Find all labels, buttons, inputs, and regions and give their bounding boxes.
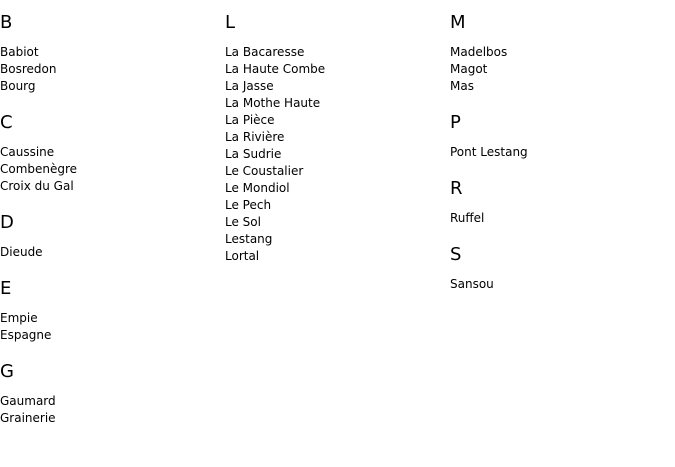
letter-group — [225, 11, 445, 265]
place-link[interactable]: Magot — [450, 62, 488, 76]
entry-list — [0, 44, 220, 95]
entry-list — [450, 144, 670, 161]
letter-group — [0, 211, 220, 261]
place-link[interactable]: La Mothe Haute — [225, 96, 321, 110]
place-link[interactable]: Espagne — [0, 328, 52, 342]
letter-heading: C — [0, 112, 13, 133]
letter-group — [450, 111, 670, 161]
entry-list — [0, 144, 220, 195]
entry-list — [450, 210, 670, 227]
letter-heading: L — [225, 12, 236, 33]
place-link[interactable]: Madelbos — [450, 45, 508, 59]
place-link[interactable]: Lortal — [225, 249, 260, 263]
index-column — [0, 11, 220, 443]
place-link[interactable]: Caussine — [0, 145, 55, 159]
place-link[interactable]: La Bacaresse — [225, 45, 305, 59]
entry-list — [450, 44, 670, 95]
place-link[interactable]: Gaumard — [0, 394, 56, 408]
place-link[interactable]: Bourg — [0, 79, 36, 93]
letter-group — [450, 177, 670, 227]
place-link[interactable]: Croix du Gal — [0, 179, 74, 193]
place-link[interactable]: La Sudrie — [225, 147, 282, 161]
place-link[interactable]: Le Coustalier — [225, 164, 304, 178]
place-link[interactable]: Le Mondiol — [225, 181, 290, 195]
letter-heading: P — [450, 112, 461, 133]
letter-group — [450, 243, 670, 293]
letter-heading: R — [450, 178, 463, 199]
letter-heading: D — [0, 212, 14, 233]
letter-heading: G — [0, 361, 14, 382]
index-column — [225, 11, 445, 281]
place-link[interactable]: Lestang — [225, 232, 273, 246]
entry-list — [450, 276, 670, 293]
place-link[interactable]: Le Pech — [225, 198, 272, 212]
entry-list — [0, 310, 220, 344]
place-link[interactable]: La Jasse — [225, 79, 274, 93]
place-link[interactable]: La Pièce — [225, 113, 275, 127]
place-link[interactable]: Dieude — [0, 245, 43, 259]
letter-group — [0, 360, 220, 427]
letter-group — [0, 111, 220, 195]
place-link[interactable]: Empie — [0, 311, 38, 325]
letter-group — [0, 277, 220, 344]
place-link[interactable]: Mas — [450, 79, 474, 93]
letter-heading: B — [0, 12, 13, 33]
entry-list — [225, 44, 445, 265]
letter-heading: E — [0, 278, 12, 299]
letter-heading: S — [450, 244, 462, 265]
entry-list — [0, 244, 220, 261]
index-column — [450, 11, 670, 309]
place-link[interactable]: La Haute Combe — [225, 62, 326, 76]
place-link[interactable]: La Rivière — [225, 130, 285, 144]
entry-list — [0, 393, 220, 427]
place-link[interactable]: Sansou — [450, 277, 494, 291]
place-link[interactable]: Le Sol — [225, 215, 261, 229]
letter-heading: M — [450, 12, 466, 33]
place-link[interactable]: Ruffel — [450, 211, 485, 225]
place-link[interactable]: Bosredon — [0, 62, 57, 76]
place-link[interactable]: Pont Lestang — [450, 145, 528, 159]
place-link[interactable]: Grainerie — [0, 411, 56, 425]
place-link[interactable]: Babiot — [0, 45, 39, 59]
letter-group — [0, 11, 220, 95]
place-link[interactable]: Combenègre — [0, 162, 78, 176]
letter-group — [450, 11, 670, 95]
